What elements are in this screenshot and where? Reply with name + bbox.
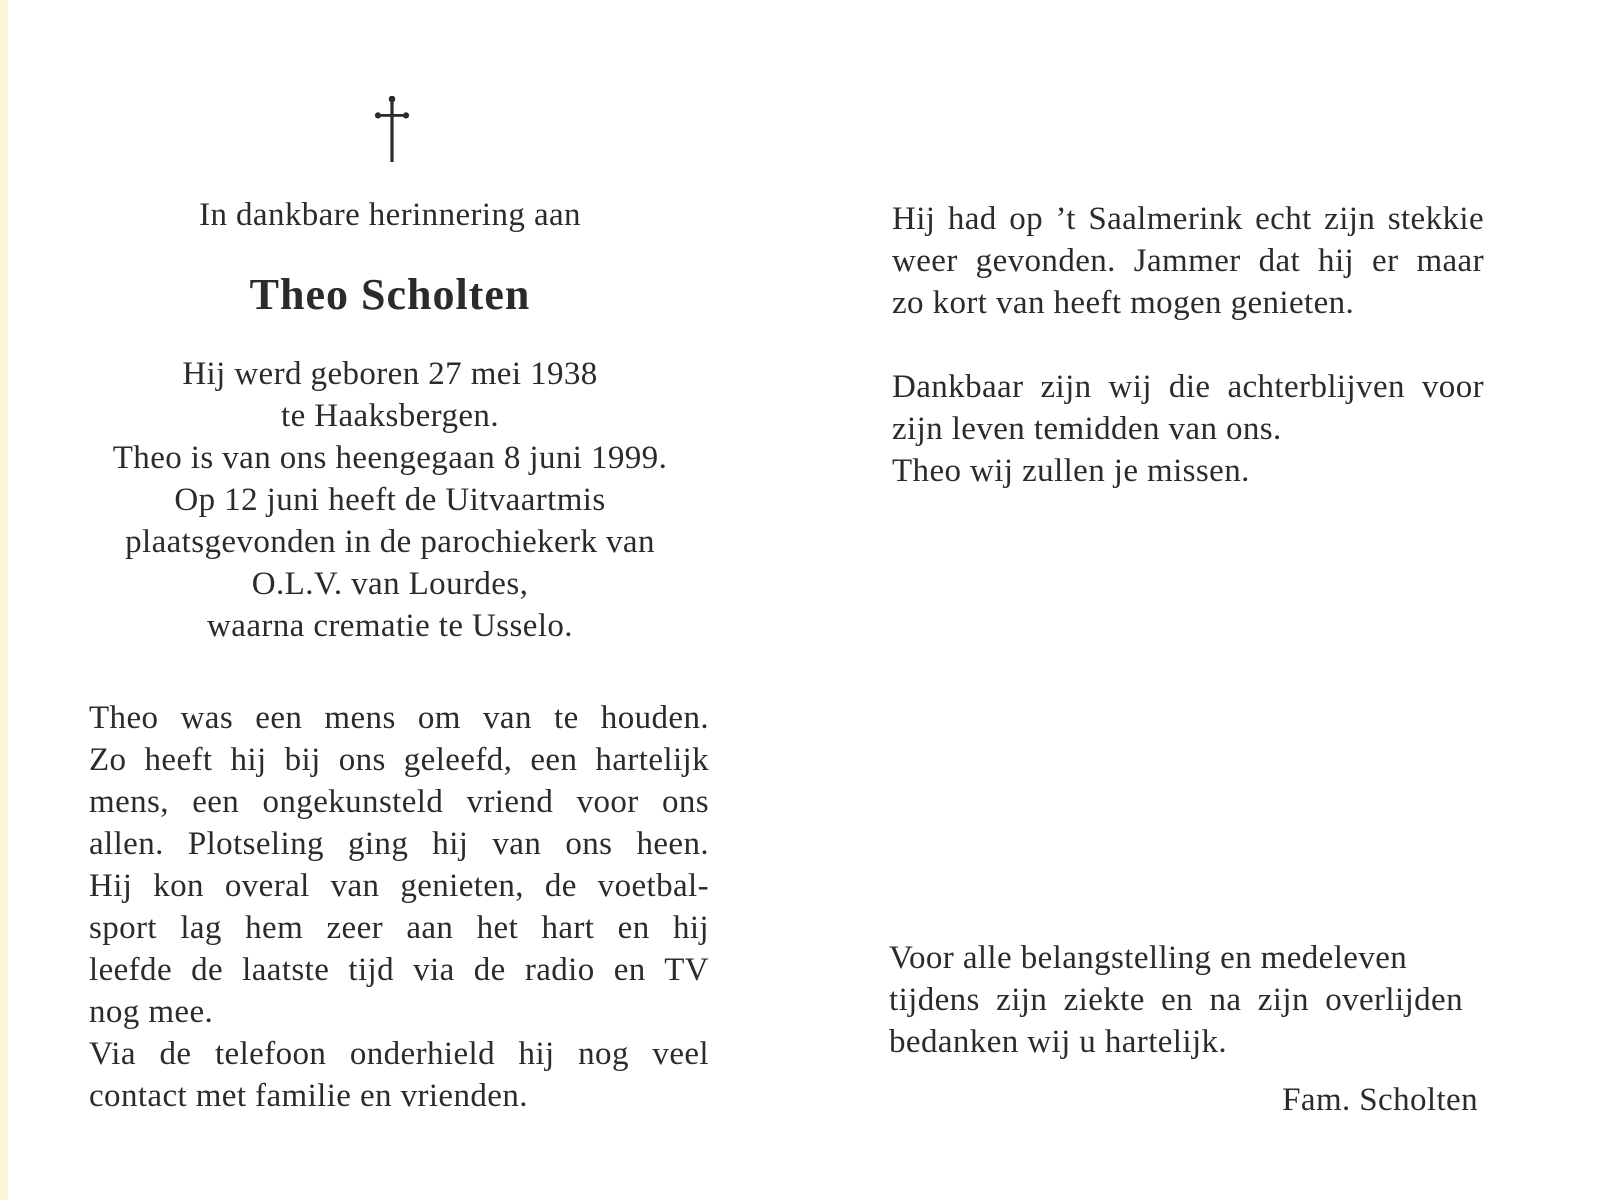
page-edge bbox=[0, 0, 8, 1200]
thanks-paragraph bbox=[889, 937, 1463, 1063]
memory-line: allen. Plotseling ging hij van ons heen. bbox=[89, 826, 709, 862]
memory-paragraph bbox=[89, 697, 709, 1117]
bio-line: Op 12 juni heeft de Uitvaartmis bbox=[174, 482, 606, 518]
paragraph-gap bbox=[892, 324, 1484, 366]
memory-line: leefde de laatste tijd via de radio en TV bbox=[89, 952, 709, 988]
memory-line: Via de telefoon onderhield hij nog veel bbox=[89, 1036, 709, 1072]
bio-line: plaatsgevonden in de parochiekerk van bbox=[125, 524, 655, 560]
memory-line: contact met familie en vrienden. bbox=[89, 1078, 528, 1114]
saalmerink-line: zo kort van heeft mogen genieten. bbox=[892, 285, 1355, 321]
bio-line: Hij werd geboren 27 mei 1938 bbox=[182, 356, 598, 392]
intro-line: In dankbare herinnering aan bbox=[199, 197, 581, 233]
thanks-line: tijdens zijn ziekte en na zijn overlijden bbox=[889, 982, 1463, 1018]
memory-line: Theo was een mens om van te houden. bbox=[89, 700, 709, 736]
biography bbox=[60, 353, 720, 647]
gratitude-line: zijn leven temidden van ons. bbox=[892, 411, 1282, 447]
gratitude-line: Theo wij zullen je missen. bbox=[892, 453, 1250, 489]
gratitude-line: Dankbaar zijn wij die achterblijven voor bbox=[892, 369, 1484, 405]
memory-line: nog mee. bbox=[89, 994, 214, 1030]
bio-line: te Haaksbergen. bbox=[281, 398, 499, 434]
saalmerink-line: weer gevonden. Jammer dat hij er maar bbox=[892, 243, 1484, 279]
memory-line: Zo heeft hij bij ons geleefd, een hartelijk bbox=[89, 742, 709, 778]
latin-cross-icon bbox=[372, 96, 412, 166]
memory-line: Hij kon overal van genieten, de voetbal- bbox=[89, 868, 709, 904]
bio-line: waarna crematie te Usselo. bbox=[207, 608, 573, 644]
saalmerink-line: Hij had op ’t Saalmerink echt zijn stekkie bbox=[892, 201, 1484, 237]
deceased-name: Theo Scholten bbox=[249, 270, 531, 319]
memory-line: sport lag hem zeer aan het hart en hij bbox=[89, 910, 709, 946]
family-signature: Fam. Scholten bbox=[1282, 1082, 1478, 1118]
thanks-line: Voor alle belangstelling en medeleven bbox=[889, 940, 1408, 976]
bio-line: O.L.V. van Lourdes, bbox=[251, 566, 529, 602]
thanks-line: bedanken wij u hartelijk. bbox=[889, 1024, 1228, 1060]
memory-line: mens, een ongekunsteld vriend voor ons bbox=[89, 784, 709, 820]
right-column-text bbox=[892, 198, 1484, 492]
bio-line: Theo is van ons heengegaan 8 juni 1999. bbox=[112, 440, 668, 476]
